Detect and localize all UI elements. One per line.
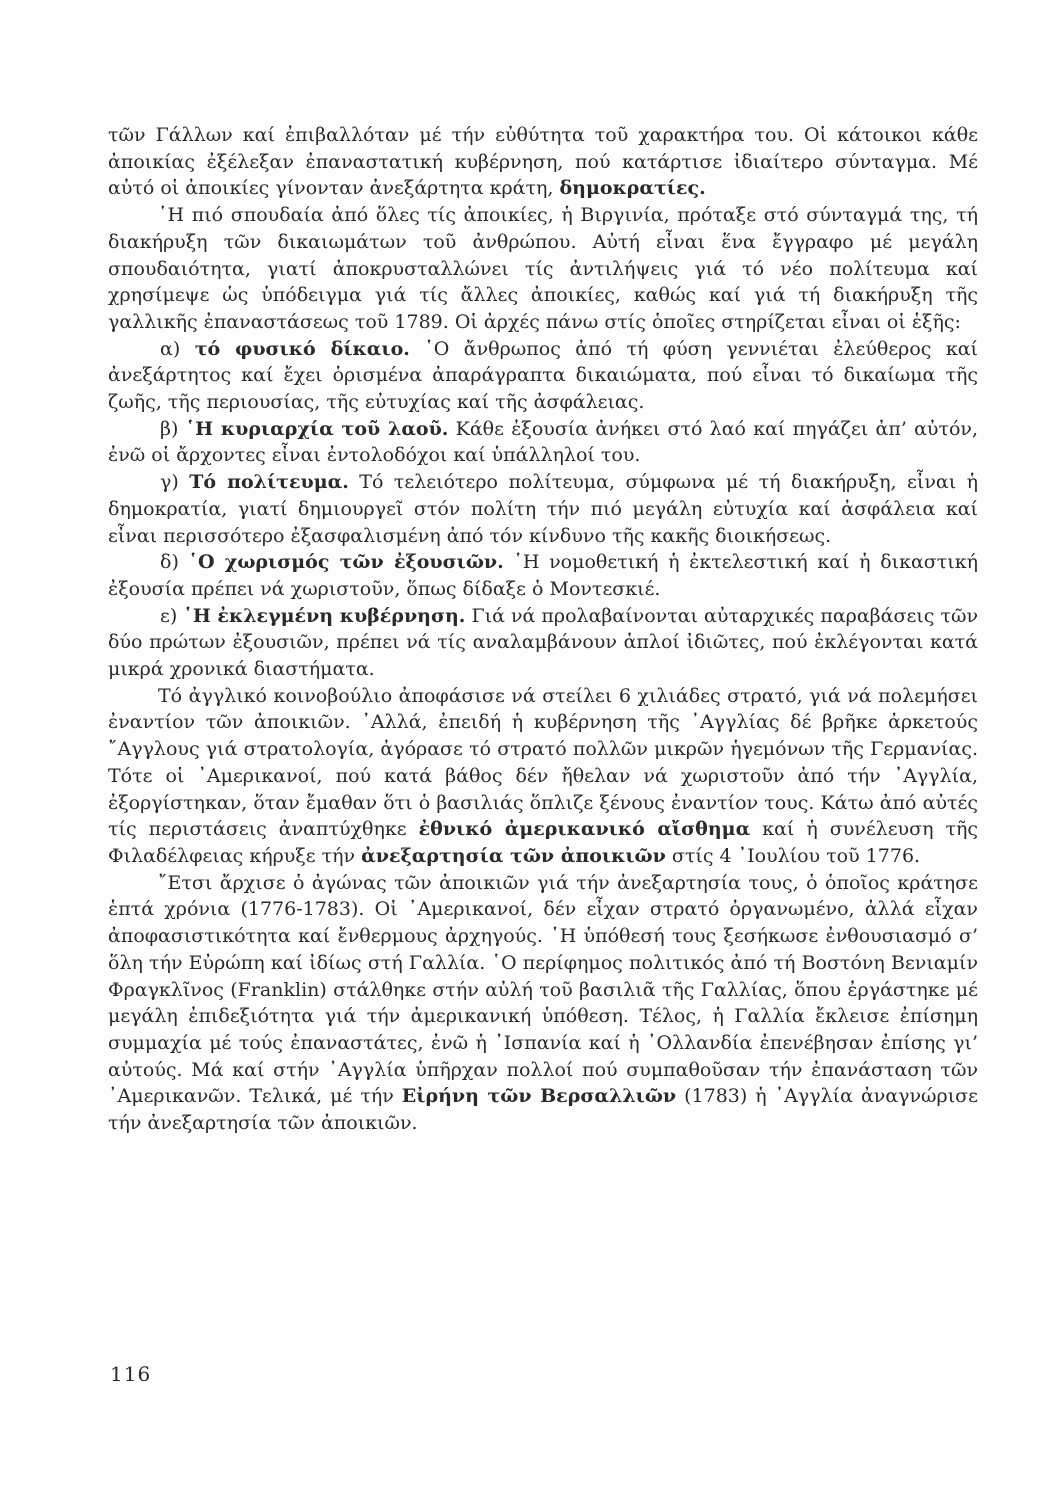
text-run: Κάθε ἐξουσία ἀνήκει στό λαό καί πηγάζει ἀπ’ αὐτόν, ἐνῶ οἱ ἄρχοντες εἶναι ἐντολοδόχοι καί ὑπάλληλοί του. (108, 417, 979, 467)
bold-term: ῾Η κυριαρχία τοῦ λαοῦ. (185, 417, 449, 440)
list-item-polity (108, 469, 978, 549)
bold-term: Τό πολίτευμα. (189, 471, 349, 494)
paragraph-british-parliament (108, 683, 978, 870)
list-item-separation-of-powers (108, 549, 978, 602)
text-run: Τό ἀγγλικό κοινοβούλιο ἀποφάσισε νά στείλει 6 χιλιάδες στρατό, γιά νά πολεμήσει ἐναντίον τῶν ἀποικιῶν. ᾿Αλλά, ἐπειδή ἡ κυβέρνηση τῆς ᾿Αγγλίας δέ βρῆκε ἀρκετούς ῎Αγγλους γιά στρατολογία, ἀγόρασε τό στρατό πολλῶν μικρῶν ἡγεμόνων τῆς Γερμανίας. Τότε οἱ ᾿Αμερικανοί, πού κατά βάθος δέν ἤθελαν νά χωριστοῦν ἀπό τήν ᾿Αγγλία, ἐξοργίστηκαν, ὅταν ἔμαθαν ὅτι ὁ βασιλιάς ὅπλιζε ξένους ἐναντίον τους. Κάτω ἀπό αὐτές τίς περιστάσεις ἀναπτύχθηκε (108, 684, 978, 841)
text-run: τῶν Γάλλων καί ἐπιβαλλόταν μέ τήν εὐθύτητα τοῦ χαρακτήρα του. Οἱ κάτοικοι κάθε ἀποικίας ἐξέλεξαν ἐπαναστατική κυβέρνηση, πού κατάρτισε ἰδιαίτερο σύνταγμα. Μέ αὐτό οἱ ἀποικίες γίνονταν ἀνεξάρτητα κράτη, (108, 124, 978, 200)
text-run: ῾Η νομοθετική ἡ ἐκτελεστική καί ἡ δικαστική ἐξουσία πρέπει νά χωριστοῦν, ὅπως δίδαξε ὁ Μοντεσκιέ. (108, 551, 978, 600)
text-run: (1783) ἡ ᾿Αγγλία ἀναγνώρισε τήν ἀνεξαρτησία τῶν ἀποικιῶν. (108, 1085, 978, 1135)
list-marker: β) (160, 417, 186, 440)
text-run: Τό τελειότερο πολίτευμα, σύμφωνα μέ τή διακήρυξη, εἶναι ἡ δημοκρατία, γιατί δημιουργεῖ στόν πολίτη τήν πιό μεγάλη εὐτυχία καί ἀσφάλεια καί εἶναι περισσότερο ἐξασφαλισμένη ἀπό τόν κίνδυνο τῆς κακῆς διοικήσεως. (108, 471, 978, 547)
page-number: 116 (110, 1362, 152, 1386)
bold-term: τό φυσικό δίκαιο. (194, 337, 410, 360)
bold-term-peace-of-versailles: Εἰρήνη τῶν Βερσαλλιῶν (401, 1085, 677, 1108)
list-item-popular-sovereignty (108, 416, 978, 469)
list-item-elected-government (108, 603, 978, 683)
text-run: στίς 4 ᾿Ιουλίου τοῦ 1776. (665, 844, 921, 867)
bold-term-national-sentiment: ἐθνικό ἀμερικανικό αἴσθημα (418, 818, 751, 841)
bold-term-democracies: δημοκρατίες. (559, 177, 706, 200)
text-run: ῾Ο ἄνθρωπος ἀπό τή φύση γεννιέται ἐλεύθερος καί ἀνεξάρτητος καί ἔχει ὁρισμένα ἀπαράγραπτα δικαιώματα, πού εἶναι τό δικαίωμα τῆς ζωῆς, τῆς περιουσίας, τῆς εὐτυχίας καί τῆς ἀσφάλειας. (108, 337, 978, 414)
text-run: Γιά νά προλαβαίνονται αὐταρχικές παραβάσεις τῶν δύο πρώτων ἐξουσιῶν, πρέπει νά τίς αναλαμβάνουν ἁπλοί ἰδιῶτες, πού ἐκλέγονται κατά μικρά χρονικά διαστήματα. (108, 604, 978, 681)
paragraph-colonies-constitutions (108, 122, 978, 202)
body-text (108, 122, 978, 1137)
bold-term-independence: ἀνεξαρτησία τῶν ἀποικιῶν (361, 844, 666, 867)
text-run: ῾Η πιό σπουδαία ἀπό ὅλες τίς ἀποικίες, ἡ Βιργινία, πρόταξε στό σύνταγμά της, τή διακήρυξη τῶν δικαιωμάτων τοῦ ἀνθρώπου. Αὐτή εἶναι ἕνα ἔγγραφο μέ μεγάλη σπουδαιότητα, γιατί ἀποκρυσταλλώνει τίς ἀντιλήψεις γιά τό νέο πολίτευμα καί χρησίμεψε ὡς ὑπόδειγμα γιά τίς ἄλλες ἀποικίες, καθώς καί γιά τή διακήρυξη τῆς γαλλικῆς ἐπαναστάσεως τοῦ 1789. Οἱ ἀρχές πάνω στίς ὁποῖες στηρίζεται εἶναι οἱ ἑξῆς: (108, 204, 978, 333)
list-marker: δ) (160, 551, 189, 574)
text-run: καί ἡ συνέλευση τῆς Φιλαδέλφειας κήρυξε τήν (108, 818, 978, 867)
list-marker: γ) (160, 471, 190, 494)
list-marker: ε) (160, 604, 184, 627)
bold-term: ῾Η ἐκλεγμένη κυβέρνηση. (183, 604, 466, 627)
list-marker: α) (160, 337, 195, 360)
text-run: ῎Ετσι ἄρχισε ὁ ἀγώνας τῶν ἀποικιῶν γιά τήν ἀνεξαρτησία τους, ὁ ὁποῖος κράτησε ἑπτά χρόνια (1776-1783). Οἱ ᾿Αμερικανοί, δέν εἶχαν στρατό ὀργανωμένο, ἀλλά εἶχαν ἀποφασιστικότητα καί ἔνθερμους ἀρχηγούς. ῾Η ὑπόθεσή τους ξεσήκωσε ἐνθουσιασμό σ’ ὅλη τήν Εὐρώπη καί ἰδίως στή Γαλλία. ῾Ο περίφημος πολιτικός ἀπό τή Βοστόνη Βενιαμίν Φραγκλῖνος (Franklin) στάλθηκε στήν αὐλή τοῦ βασιλιᾶ τῆς Γαλλίας, ὅπου ἐργάστηκε μέ μεγάλη ἐπιδεξιότητα γιά τήν ἀμερικανική ὑπόθεση. Τέλος, ἡ Γαλλία ἔκλεισε ἐπίσημη συμμαχία μέ τούς ἐπαναστάτες, ἐνῶ ἡ ᾿Ισπανία καί ἡ ᾿Ολλανδία ἐπενέβησαν ἐπίσης γι’ αὐτούς. Μά καί στήν ᾿Αγγλία ὑπῆρχαν πολλοί πού συμπαθοῦσαν τήν ἐπανάσταση τῶν ᾿Αμερικανῶν. Τελικά, μέ τήν (108, 871, 978, 1108)
bold-term: ῾Ο χωρισμός τῶν ἐξουσιῶν. (188, 551, 504, 574)
paragraph-war-of-independence (108, 870, 978, 1137)
list-item-natural-law (108, 336, 978, 416)
paragraph-virginia (108, 202, 978, 336)
